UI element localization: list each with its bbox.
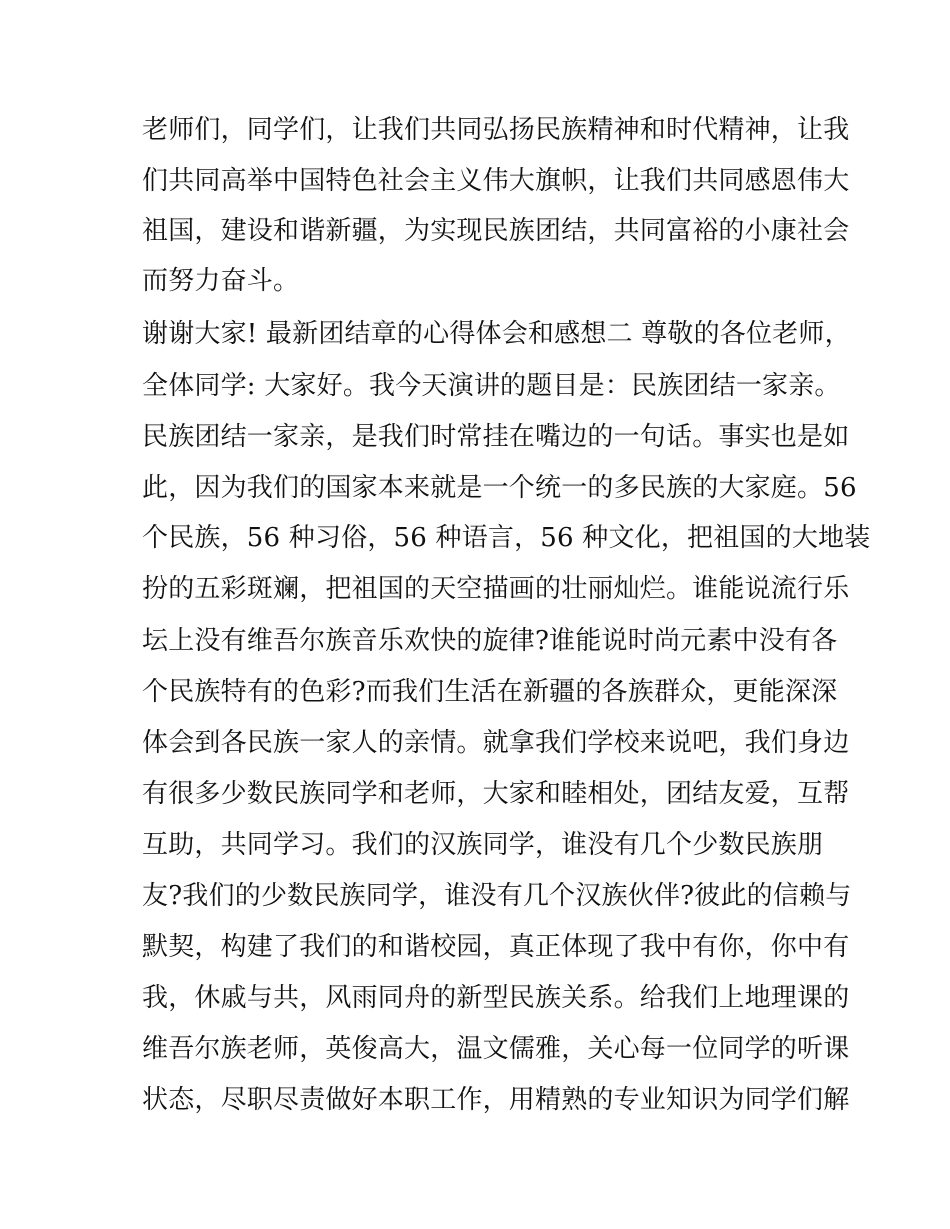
text-line: 全体同学: 大家好。我今天演讲的题目是：民族团结一家亲。: [142, 371, 841, 401]
text-line: 友?我们的少数民族同学，谁没有几个汉族伙伴?彼此的信赖与: [142, 881, 852, 911]
text-line: 个民族特有的色彩?而我们生活在新疆的各族群众，更能深深: [142, 677, 838, 707]
text-line: 谢谢大家! 最新团结章的心得体会和感想二 尊敬的各位老师，: [142, 319, 851, 349]
text-line: 坛上没有维吾尔族音乐欢快的旋律?谁能说时尚元素中没有各: [142, 626, 838, 656]
text-line: 个民族，56 种习俗，56 种语言，56 种文化，把祖国的大地装: [142, 523, 871, 553]
text-line: 互助，共同学习。我们的汉族同学，谁没有几个少数民族朋: [142, 830, 824, 860]
text-line: 此，因为我们的国家本来就是一个统一的多民族的大家庭。56: [142, 473, 857, 503]
text-line: 状态，尽职尽责做好本职工作，用精熟的专业知识为同学们解: [142, 1085, 850, 1115]
text-line: 我，休戚与共，风雨同舟的新型民族关系。给我们上地理课的: [142, 983, 850, 1013]
text-line: 老师们，同学们，让我们共同弘扬民族精神和时代精神，让我: [142, 115, 850, 145]
text-line: 祖国，建设和谐新疆，为实现民族团结，共同富裕的小康社会: [142, 216, 850, 246]
text-line: 体会到各民族一家人的亲情。就拿我们学校来说吧，我们身边: [142, 728, 850, 758]
text-line: 而努力奋斗。: [142, 266, 300, 296]
text-line: 扮的五彩斑斓，把祖国的天空描画的壮丽灿烂。谁能说流行乐: [142, 574, 850, 604]
text-line: 有很多少数民族同学和老师，大家和睦相处，团结友爱，互帮: [142, 779, 850, 809]
text-line: 默契，构建了我们的和谐校园，真正体现了我中有你，你中有: [142, 932, 850, 962]
text-line: 们共同高举中国特色社会主义伟大旗帜，让我们共同感恩伟大: [142, 166, 850, 196]
text-line: 民族团结一家亲，是我们时常挂在嘴边的一句话。事实也是如: [142, 422, 850, 452]
text-line: 维吾尔族老师，英俊高大，温文儒雅，关心每一位同学的听课: [142, 1034, 850, 1064]
